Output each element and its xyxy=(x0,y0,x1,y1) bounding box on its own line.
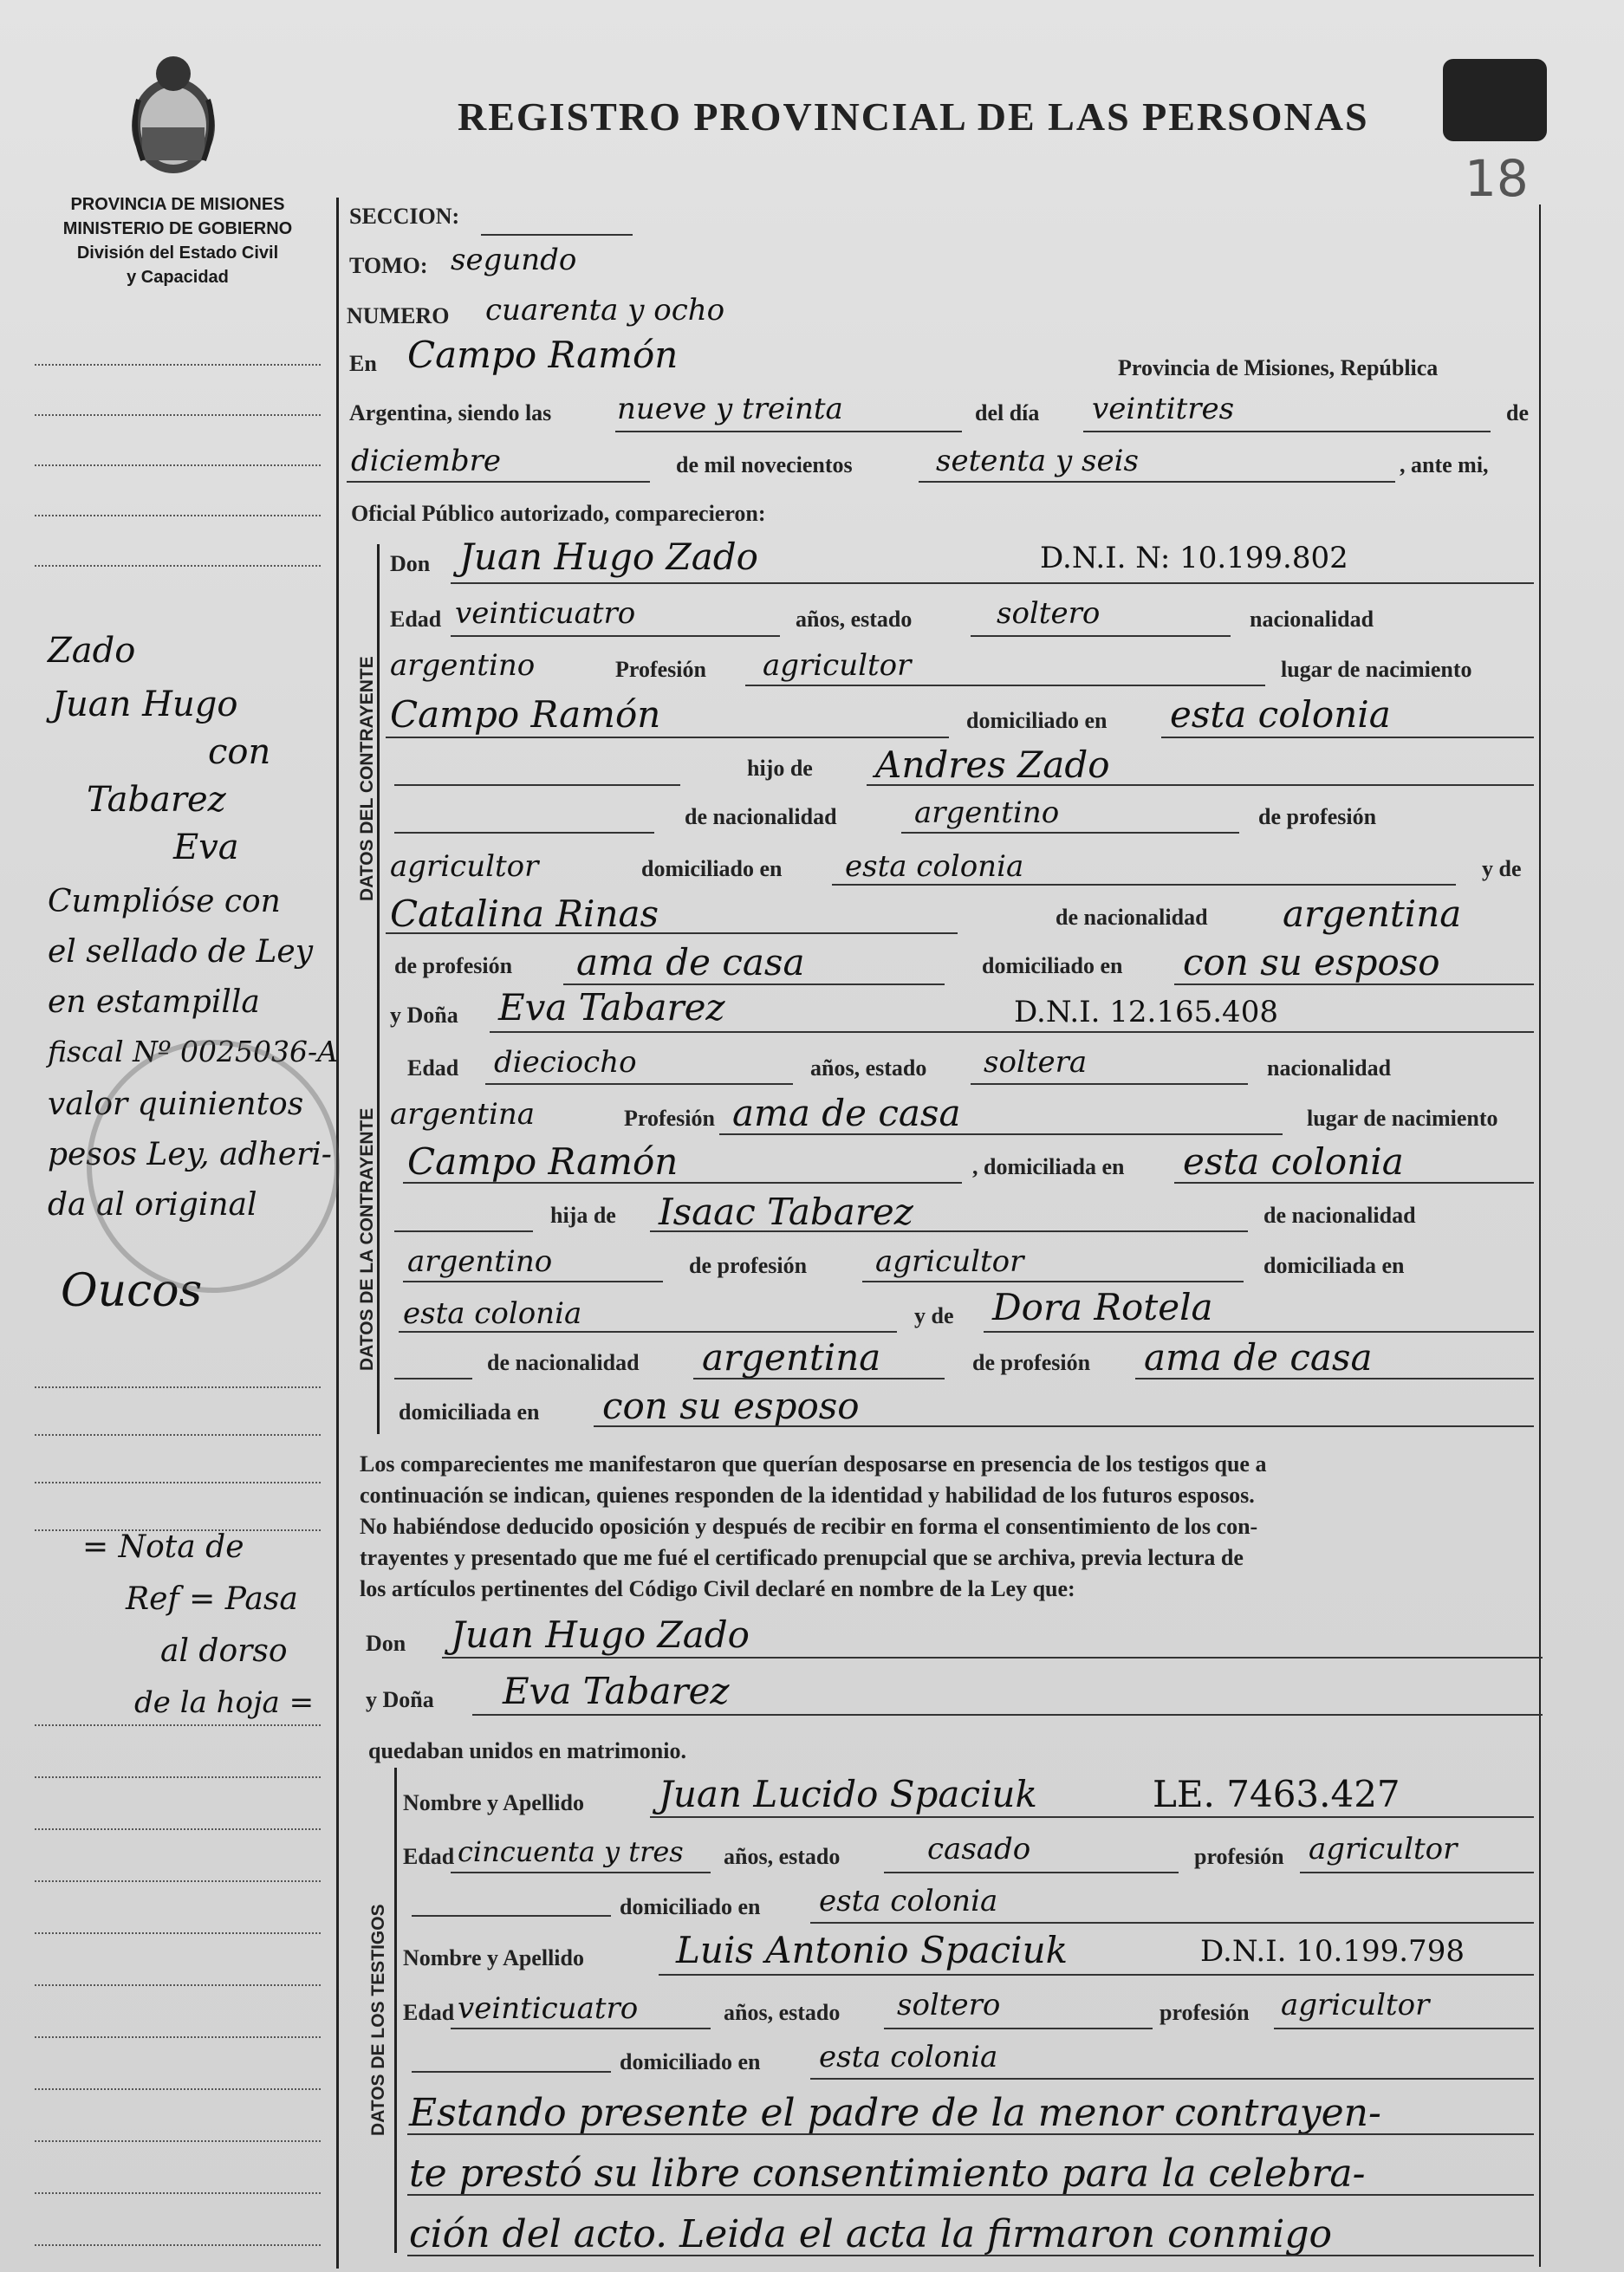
c2-edad-label: Edad xyxy=(407,1055,459,1081)
hora-line xyxy=(615,431,962,432)
numero-value: cuarenta y ocho xyxy=(485,293,725,328)
c2-estado: soltera xyxy=(984,1045,1088,1080)
t1-domiciliado-label: domiciliado en xyxy=(620,1894,761,1919)
c1-padre-dom: esta colonia xyxy=(845,849,1024,884)
t2-profesion-label: profesión xyxy=(1160,2000,1250,2025)
c1-dni: D.N.I. N: 10.199.802 xyxy=(1040,541,1348,575)
decl-don-value: Juan Hugo Zado xyxy=(451,1613,750,1656)
c2-madre-line xyxy=(984,1331,1534,1333)
c2-lugar-label: lugar de nacimiento xyxy=(1307,1106,1498,1131)
c1-nac-blank xyxy=(394,832,654,834)
dia-line xyxy=(1083,431,1491,432)
c1-lugar: Campo Ramón xyxy=(390,693,661,736)
t2-estado: soltero xyxy=(897,1988,1001,2022)
t1-profesion: agricultor xyxy=(1309,1832,1458,1866)
org-line-3: División del Estado Civil xyxy=(76,243,279,263)
margin-name-5: Eva xyxy=(173,828,239,867)
en-value: Campo Ramón xyxy=(407,334,679,376)
mes-line xyxy=(347,481,650,483)
decl-don-label: Don xyxy=(366,1631,406,1656)
t1-nombre-line xyxy=(650,1816,1534,1818)
c2-edad: dieciocho xyxy=(494,1045,637,1080)
t2-estado-line xyxy=(884,2028,1153,2029)
c2-madre-nac-label: de nacionalidad xyxy=(487,1350,640,1375)
c1-lugar-line xyxy=(386,737,949,738)
t1-doc: LE. 7463.427 xyxy=(1153,1773,1400,1815)
c2-madre-nac-line xyxy=(693,1378,945,1379)
c2-padre-dom: esta colonia xyxy=(403,1296,582,1331)
note-line-2 xyxy=(407,2194,1534,2196)
t2-nombre-label: Nombre y Apellido xyxy=(403,1945,584,1970)
c2-nacionalidad: argentina xyxy=(390,1097,536,1132)
declaration-line-3: No habiéndose deducido oposición y después de recibir en forma el consentimiento de los con- xyxy=(360,1514,1258,1539)
c2-padre-nac-line xyxy=(403,1281,663,1282)
c1-de-nacionalidad-label: de nacionalidad xyxy=(685,804,837,829)
c1-edad-label: Edad xyxy=(390,607,442,632)
c1-madre-prof-line xyxy=(563,983,945,985)
note-line-1 xyxy=(407,2133,1534,2135)
de-mil-label: de mil novecientos xyxy=(676,452,853,477)
c1-nombre-line xyxy=(451,582,1534,584)
c1-profesion-label: Profesión xyxy=(615,657,706,682)
t1-nombre: Juan Lucido Spaciuk xyxy=(659,1773,1037,1815)
del-dia-label: del día xyxy=(975,400,1040,425)
t1-edad-line xyxy=(451,1872,711,1873)
testigos-note-line-1: Estando presente el padre de la menor contrayen- xyxy=(409,2091,1381,2135)
c2-profesion: ama de casa xyxy=(732,1092,961,1134)
c1-don-label: Don xyxy=(390,551,431,576)
c2-lugar: Campo Ramón xyxy=(407,1140,679,1183)
declaration-line-4: trayentes y presentado que me fué el certificado prenupcial que se archiva, previa lectura de xyxy=(360,1545,1244,1570)
c2-profesion-label: Profesión xyxy=(624,1106,715,1131)
declaration-text xyxy=(360,1449,1538,1605)
province-text: Provincia de Misiones, República xyxy=(1118,355,1439,380)
decl-dona-line xyxy=(472,1714,1543,1716)
decl-dona-value: Eva Tabarez xyxy=(503,1670,730,1712)
page-number: 18 xyxy=(1465,149,1529,208)
c1-estado: soltero xyxy=(997,596,1101,631)
c2-madre: Dora Rotela xyxy=(992,1286,1213,1328)
c1-de-profesion-label: de profesión xyxy=(1258,804,1377,829)
margin-nota-2: Ref = Pasa xyxy=(126,1581,298,1617)
c2-padre-line xyxy=(650,1230,1248,1232)
c2-dni: D.N.I. 12.165.408 xyxy=(1014,995,1278,1029)
c1-padre-dom-label: domiciliado en xyxy=(641,856,783,881)
t2-profesion-line xyxy=(1274,2028,1534,2029)
c2-padre-prof-line xyxy=(862,1281,1244,1282)
main-frame-right xyxy=(1539,204,1541,2267)
testigos-note-line-3: ción del acto. Leida el acta la firmaron conmigo xyxy=(409,2212,1333,2256)
c1-nacionalidad-label: nacionalidad xyxy=(1250,607,1374,632)
c2-domicilio-line xyxy=(1174,1182,1534,1184)
declaration-line-5: los artículos pertinentes del Código Civil declaré en nombre de la Ley que: xyxy=(360,1576,1075,1601)
c1-madre-prof: ama de casa xyxy=(576,941,805,983)
c2-madre-prof-label: de profesión xyxy=(972,1350,1091,1375)
c1-padre-nac: argentino xyxy=(914,795,1060,830)
t1-nombre-label: Nombre y Apellido xyxy=(403,1790,584,1815)
t1-edad: cincuenta y tres xyxy=(458,1835,684,1868)
t1-estado-line xyxy=(884,1872,1179,1873)
c2-dona-label: y Doña xyxy=(390,1003,458,1028)
margin-nota-3: al dorso xyxy=(160,1633,288,1669)
seccion-line xyxy=(481,234,633,236)
c2-de-profesion-label: de profesión xyxy=(689,1253,808,1278)
c1-domicilio-line xyxy=(1161,737,1534,738)
margin-stamp-7: da al original xyxy=(48,1187,257,1223)
margin-signature: Oucos xyxy=(61,1265,203,1317)
anio-line xyxy=(919,481,1395,483)
t1-profesion-label: profesión xyxy=(1194,1844,1284,1869)
decl-closing: quedaban unidos en matrimonio. xyxy=(368,1738,686,1763)
c2-lugar-line xyxy=(403,1182,962,1184)
official-stamp xyxy=(87,1040,340,1293)
margin-name-2: Juan Hugo xyxy=(52,685,238,724)
c2-madre-nac: argentina xyxy=(702,1336,881,1379)
t1-dom-blank xyxy=(412,1915,611,1917)
org-header xyxy=(26,192,329,289)
t1-profesion-line xyxy=(1300,1872,1534,1873)
declaration-line-1: Los comparecientes me manifestaron que querían desposarse en presencia de los testigos que a xyxy=(360,1451,1267,1477)
t2-edad-label: Edad xyxy=(403,2000,455,2025)
c2-domiciliada-label: , domiciliada en xyxy=(972,1154,1125,1179)
ante-mi: , ante mi, xyxy=(1400,452,1489,477)
c1-madre-dom-line xyxy=(1174,983,1534,985)
testigos-note-line-2: te prestó su libre consentimiento para la celebra- xyxy=(409,2152,1366,2196)
margin-nota-1: = Nota de xyxy=(82,1529,244,1565)
c1-hijo-blank xyxy=(394,784,680,786)
c1-madre: Catalina Rinas xyxy=(390,893,659,935)
c1-domiciliado-label: domiciliado en xyxy=(966,708,1108,733)
c2-hija-blank xyxy=(394,1230,533,1232)
c1-padre-dom-line xyxy=(832,884,1456,886)
t2-nombre: Luis Antonio Spaciuk xyxy=(676,1929,1069,1971)
margin-stamp-6: pesos Ley, adheri- xyxy=(48,1137,332,1172)
margin-stamp-3: en estampilla xyxy=(48,984,260,1020)
c1-section-label: DATOS DEL CONTRAYENTE xyxy=(357,656,377,901)
c2-madre-dom-line xyxy=(594,1425,1534,1427)
c2-edad-line xyxy=(485,1083,793,1085)
c1-nombre: Juan Hugo Zado xyxy=(459,536,758,578)
c2-profesion-line xyxy=(719,1133,1283,1135)
t2-domiciliado-label: domiciliado en xyxy=(620,2049,761,2074)
ink-blot xyxy=(1443,59,1547,141)
argentina-coat-of-arms-icon xyxy=(121,48,225,178)
en-label: En xyxy=(349,351,377,376)
c2-de-nacionalidad-label: de nacionalidad xyxy=(1263,1203,1416,1228)
c2-madre-dom: con su esposo xyxy=(602,1385,860,1427)
c2-padre-dom-line xyxy=(399,1331,897,1333)
tomo-value: segundo xyxy=(451,243,577,277)
c2-nacionalidad-label: nacionalidad xyxy=(1267,1055,1392,1081)
t1-estado: casado xyxy=(927,1832,1031,1866)
c1-edad: veinticuatro xyxy=(455,596,636,631)
margin-stamp-4: fiscal Nº 0025036-A xyxy=(48,1035,338,1068)
t2-doc: D.N.I. 10.199.798 xyxy=(1200,1934,1465,1969)
c1-profesion-line xyxy=(745,685,1265,686)
t-frame xyxy=(394,1768,397,2253)
c1-estado-line xyxy=(971,635,1231,637)
c2-padre-prof: agricultor xyxy=(875,1244,1024,1279)
c1-madre-prof-label: de profesión xyxy=(394,953,513,978)
c1-padre-prof: agricultor xyxy=(390,849,539,884)
t2-edad-line xyxy=(451,2028,711,2029)
c2-madre-prof: ama de casa xyxy=(1144,1336,1373,1379)
c1-hijo-label: hijo de xyxy=(747,756,813,781)
c1-lugar-label: lugar de nacimiento xyxy=(1281,657,1472,682)
c2-padre: Isaac Tabarez xyxy=(659,1191,913,1233)
decl-dona-label: y Doña xyxy=(366,1687,434,1712)
c1-madre-nac-label: de nacionalidad xyxy=(1056,905,1208,930)
argentina-text: Argentina, siendo las xyxy=(349,400,552,425)
org-line-4: y Capacidad xyxy=(127,268,229,287)
main-frame-left xyxy=(336,198,339,2269)
decl-don-line xyxy=(442,1657,1543,1659)
c1-madre-dom: con su esposo xyxy=(1183,941,1440,983)
c2-hija-label: hija de xyxy=(550,1203,616,1228)
page-title: REGISTRO PROVINCIAL DE LAS PERSONAS xyxy=(458,94,1369,139)
t1-anios-estado-label: años, estado xyxy=(724,1844,841,1869)
c2-madre-dom-label: domiciliada en xyxy=(399,1399,540,1425)
declaration-line-2: continuación se indican, quienes responden de la identidad y habilidad de los futuros esposos. xyxy=(360,1483,1255,1508)
margin-name-1: Zado xyxy=(48,631,136,671)
t2-domicilio: esta colonia xyxy=(819,2040,998,2074)
t1-domicilio: esta colonia xyxy=(819,1884,998,1918)
t1-edad-label: Edad xyxy=(403,1844,455,1869)
c2-anios-estado-label: años, estado xyxy=(810,1055,927,1081)
t2-nombre-line xyxy=(659,1974,1534,1976)
testigos-note xyxy=(409,2083,1381,2265)
margin-stamp-1: Cumplióse con xyxy=(48,884,281,919)
c1-profesion: agricultor xyxy=(763,648,912,683)
hora-value: nueve y treinta xyxy=(617,392,843,426)
c1-padre-nac-line xyxy=(901,832,1239,834)
tomo-label: TOMO: xyxy=(349,253,428,278)
oficial-text: Oficial Público autorizado, comparecieron: xyxy=(351,501,766,526)
mes-value: diciembre xyxy=(351,444,502,478)
t2-domicilio-line xyxy=(810,2078,1534,2080)
c2-domicilio: esta colonia xyxy=(1183,1140,1404,1183)
c1-edad-line xyxy=(451,635,780,637)
t2-edad: veinticuatro xyxy=(458,1991,639,2026)
c2-estado-line xyxy=(971,1083,1248,1085)
margin-name-3: con xyxy=(208,732,271,772)
numero-label: NUMERO xyxy=(347,303,450,328)
dia-value: veintitres xyxy=(1092,392,1235,426)
c2-nac-blank xyxy=(394,1378,472,1379)
c2-madre-prof-line xyxy=(1135,1378,1534,1379)
de-label: de xyxy=(1506,400,1529,425)
c1-madre-line xyxy=(386,932,958,934)
anio-value: setenta y seis xyxy=(936,444,1139,478)
c2-y-de-label: y de xyxy=(914,1303,954,1328)
c1-madre-dom-label: domiciliado en xyxy=(982,953,1123,978)
t1-domicilio-line xyxy=(810,1922,1534,1924)
c1-anios-estado-label: años, estado xyxy=(796,607,913,632)
seccion-label: SECCION: xyxy=(349,204,460,229)
org-line-1: PROVINCIA DE MISIONES xyxy=(70,195,285,214)
c2-padre-nac: argentino xyxy=(407,1244,553,1279)
c1-y-de-label: y de xyxy=(1482,856,1522,881)
c1-domicilio: esta colonia xyxy=(1170,693,1391,736)
margin-nota-4: de la hoja = xyxy=(134,1685,315,1720)
t2-anios-estado-label: años, estado xyxy=(724,2000,841,2025)
margin-stamp-5: valor quinientos xyxy=(48,1087,304,1122)
t2-profesion: agricultor xyxy=(1281,1988,1430,2022)
c1-padre: Andres Zado xyxy=(875,743,1110,786)
c1-madre-nac: argentina xyxy=(1283,893,1462,935)
note-line-3 xyxy=(407,2255,1534,2256)
c1-padre-line xyxy=(867,784,1534,786)
c1-nacionalidad: argentino xyxy=(390,648,536,683)
t2-dom-blank xyxy=(412,2071,611,2073)
c2-nombre: Eva Tabarez xyxy=(498,986,725,1029)
c2-padre-dom-label: domiciliada en xyxy=(1263,1253,1405,1278)
margin-stamp-2: el sellado de Ley xyxy=(48,934,314,970)
c2-section-label: DATOS DE LA CONTRAYENTE xyxy=(357,1107,377,1371)
testigos-section-label: DATOS DE LOS TESTIGOS xyxy=(368,1904,388,2136)
c2-nombre-line xyxy=(490,1031,1534,1033)
org-line-2: MINISTERIO DE GOBIERNO xyxy=(62,219,293,238)
margin-name-4: Tabarez xyxy=(87,780,226,820)
